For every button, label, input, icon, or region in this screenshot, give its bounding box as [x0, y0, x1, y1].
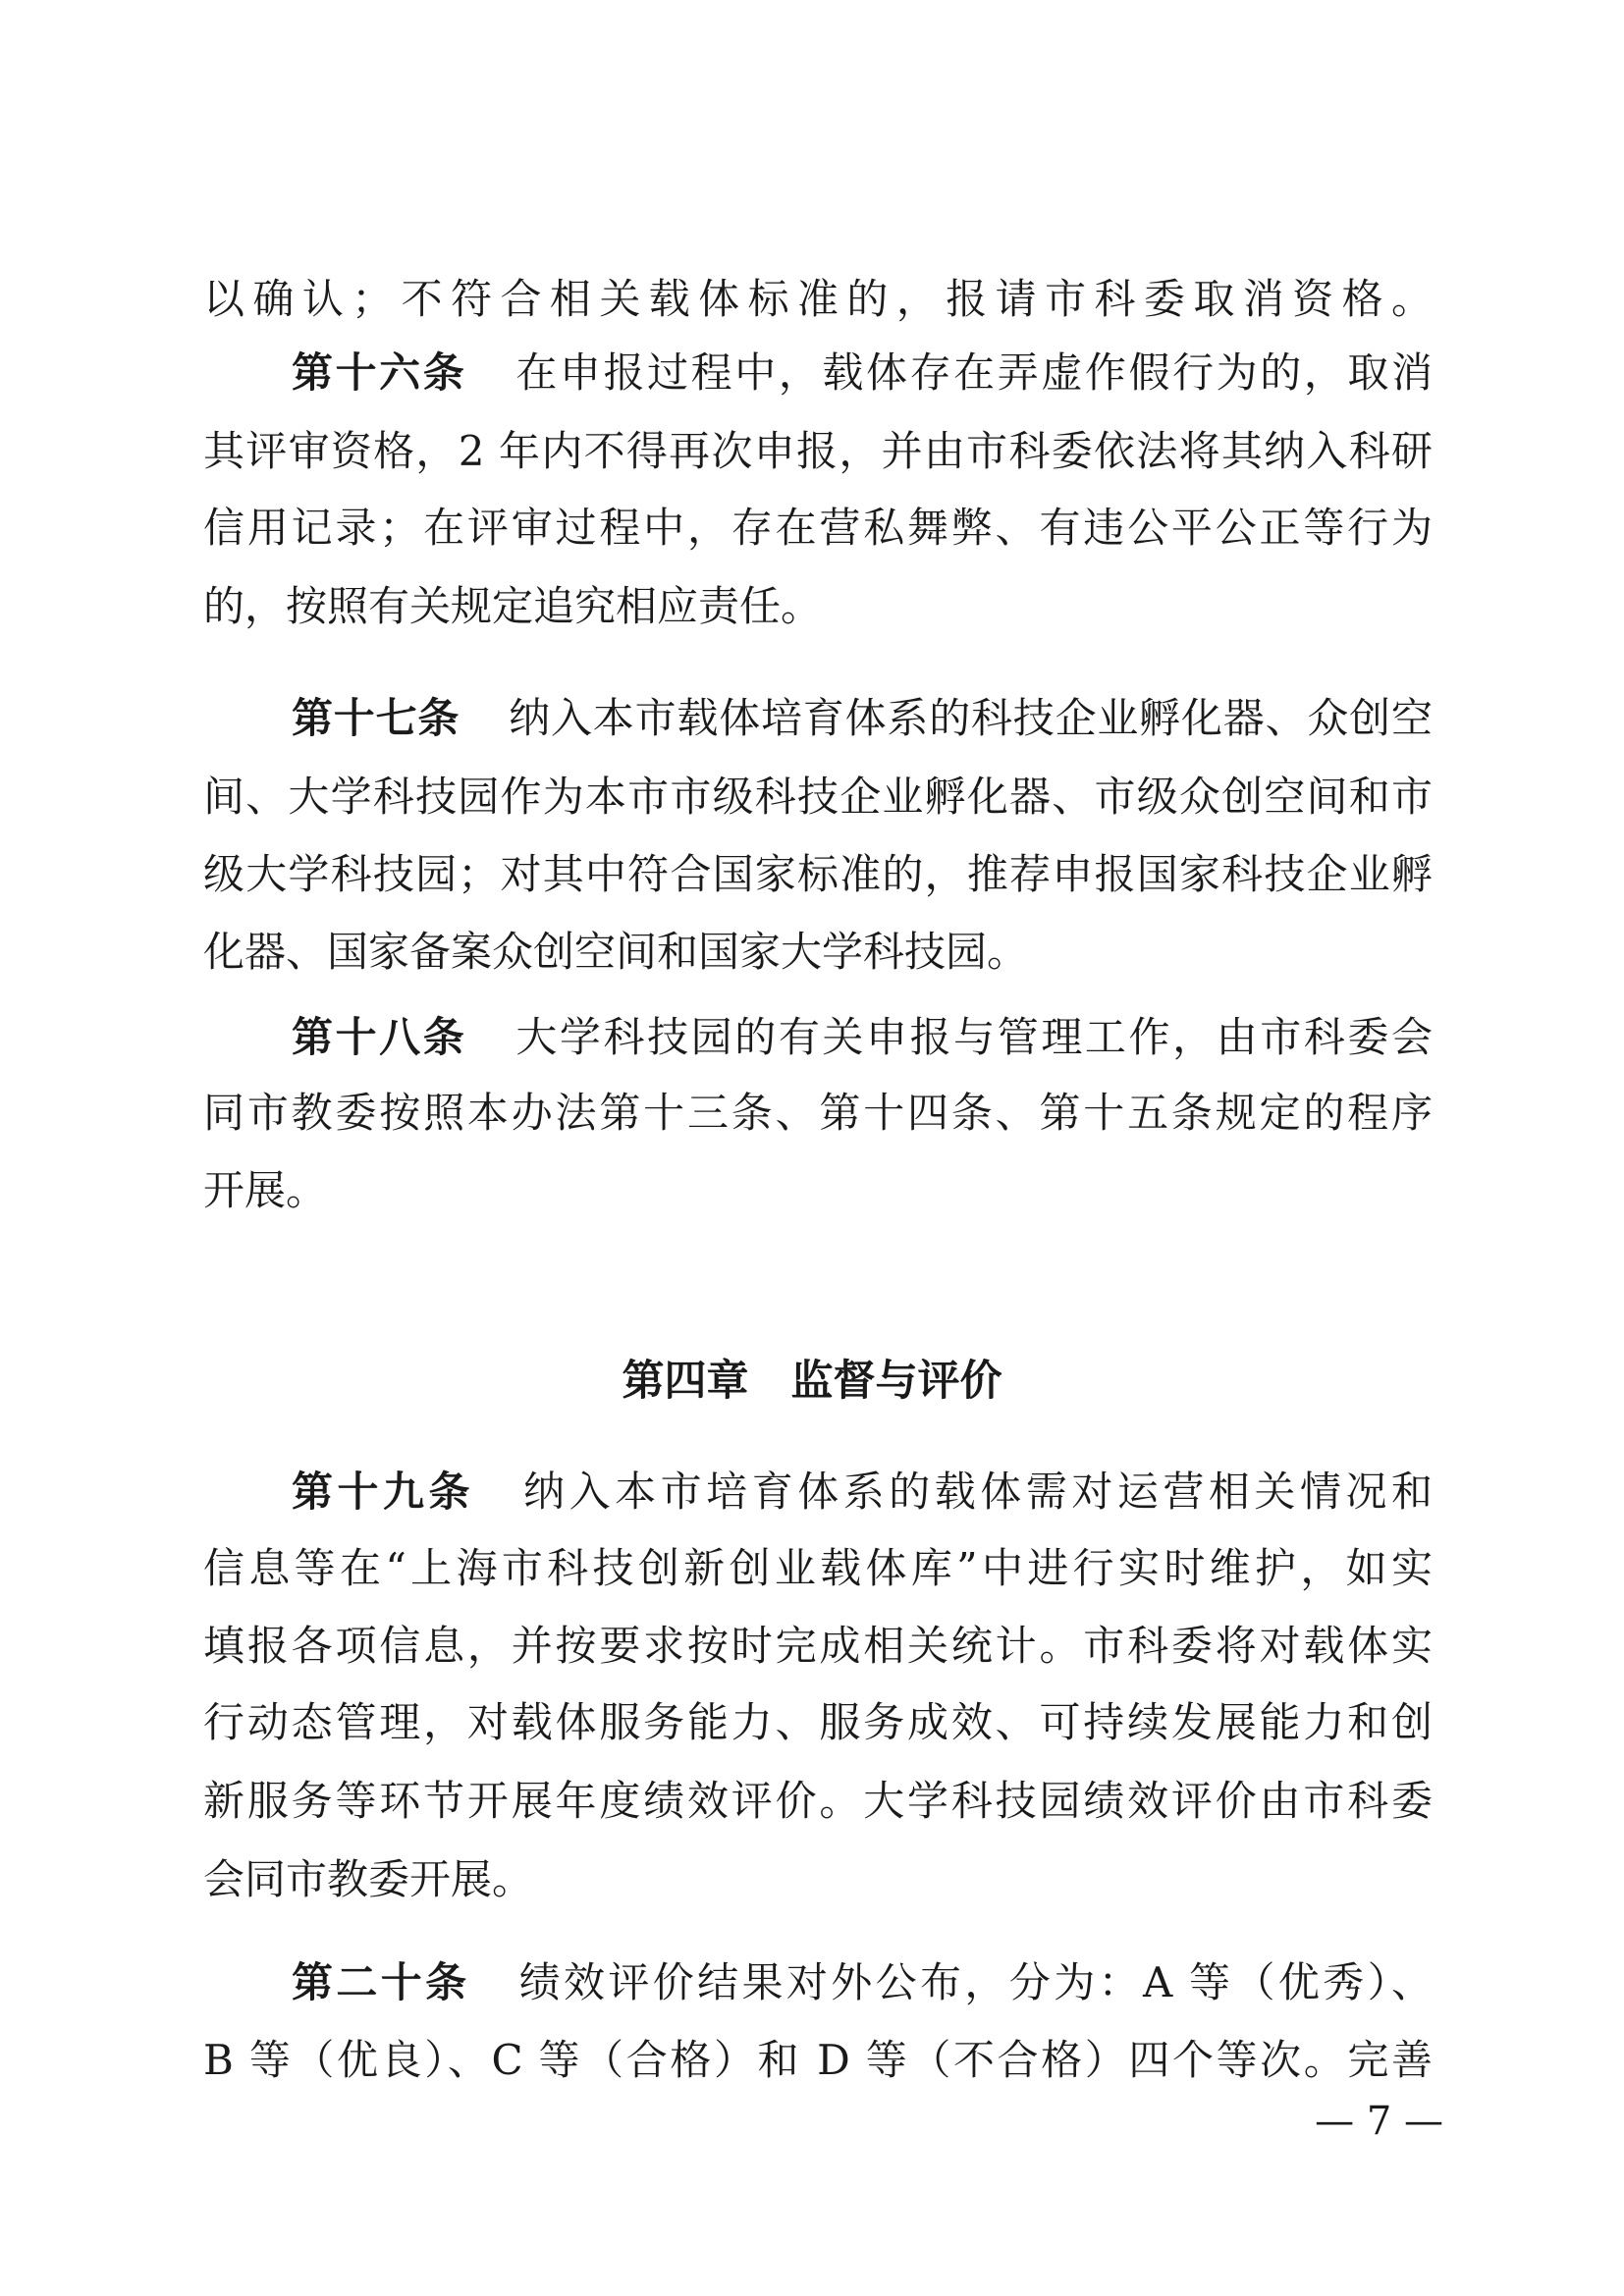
paragraph-line: 以确认；不符合相关载体标准的，报请市科委取消资格。 — [203, 275, 1433, 323]
article-label: 第十七条 — [292, 694, 460, 742]
paragraph-line: B 等（优良）、C 等（合格）和 D 等（不合格）四个等次。完善 — [203, 2036, 1433, 2084]
paragraph-line: 行动态管理，对载体服务能力、服务成效、可持续发展能力和创 — [203, 1698, 1433, 1746]
paragraph-text: 纳入本市培育体系的载体需对运营相关情况和 — [523, 1468, 1433, 1516]
article-16-first-line — [203, 339, 1433, 407]
chapter-heading: 第四章 监督与评价 — [622, 1357, 1002, 1406]
paragraph-line: 会同市教委开展。 — [203, 1855, 534, 1903]
article-20-first-line — [203, 1949, 1433, 2017]
article-18-first-line — [203, 1003, 1433, 1072]
paragraph-line: 开展。 — [203, 1166, 328, 1214]
paragraph-line: 同市教委按照本办法第十三条、第十四条、第十五条规定的程序 — [203, 1089, 1433, 1137]
article-label: 第十九条 — [292, 1468, 475, 1516]
paragraph-line: 的，按照有关规定追究相应责任。 — [203, 582, 823, 630]
article-label: 第二十条 — [292, 1958, 470, 2006]
paragraph-line: 新服务等环节开展年度绩效评价。大学科技园绩效评价由市科委 — [203, 1777, 1433, 1825]
paragraph-line: 其评审资格，2 年内不得再次申报，并由市科委依法将其纳入科研 — [203, 427, 1433, 475]
article-19-first-line — [203, 1458, 1433, 1526]
paragraph-line: 间、大学科技园作为本市市级科技企业孵化器、市级众创空间和市 — [203, 773, 1433, 821]
paragraph-text: 绩效评价结果对外公布，分为：A 等（优秀）、 — [518, 1958, 1433, 2006]
page-number: — 7 — — [1315, 2099, 1443, 2144]
article-label: 第十六条 — [292, 348, 467, 397]
paragraph-text: 大学科技园的有关申报与管理工作，由市科委会 — [515, 1013, 1433, 1061]
paragraph-line: 信用记录；在评审过程中，存在营私舞弊、有违公平公正等行为 — [203, 504, 1433, 552]
paragraph-text: 在申报过程中，载体存在弄虚作假行为的，取消 — [515, 348, 1433, 397]
paragraph-line: 信息等在“上海市科技创新创业载体库”中进行实时维护，如实 — [203, 1544, 1433, 1592]
article-label: 第十八条 — [292, 1013, 467, 1061]
article-17-first-line — [203, 684, 1433, 753]
paragraph-line: 级大学科技园；对其中符合国家标准的，推荐申报国家科技企业孵 — [203, 850, 1433, 898]
paragraph-line: 填报各项信息，并按要求按时完成相关统计。市科委将对载体实 — [203, 1622, 1433, 1670]
paragraph-line: 化器、国家备案众创空间和国家大学科技园。 — [203, 928, 1029, 976]
paragraph-text: 纳入本市载体培育体系的科技企业孵化器、众创空 — [509, 694, 1433, 742]
